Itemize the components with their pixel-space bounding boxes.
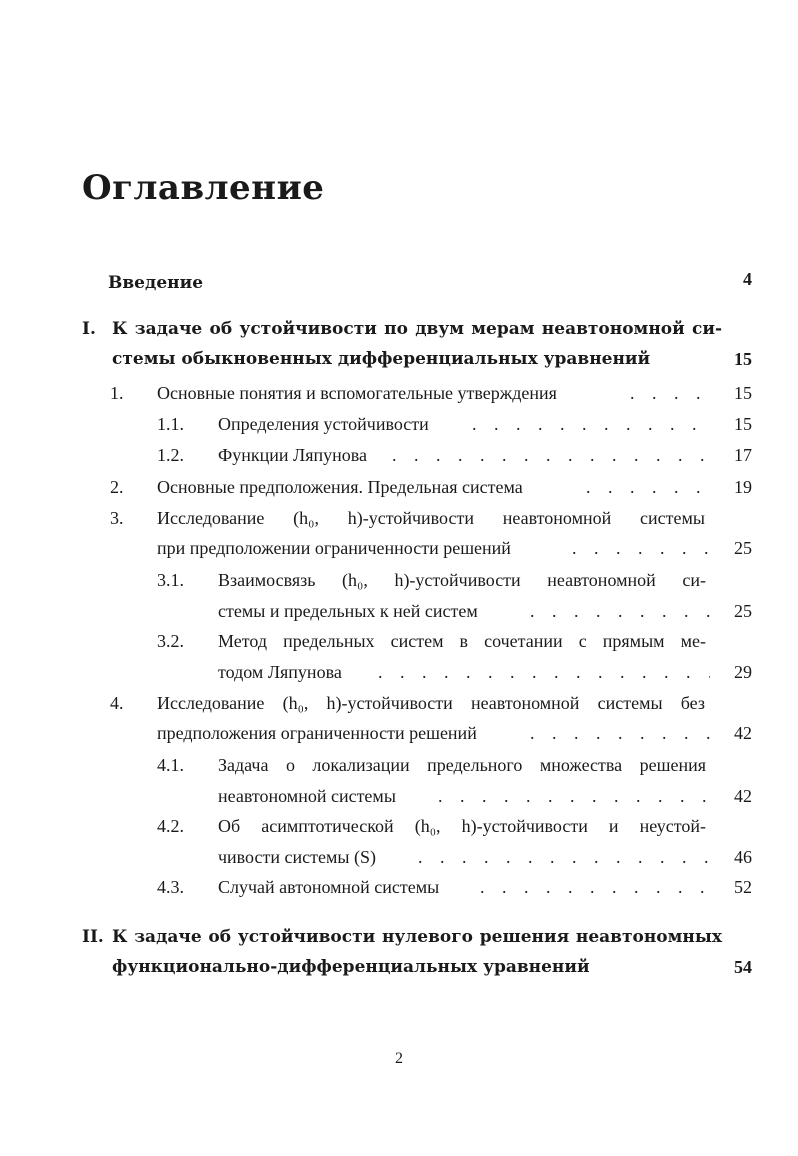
section-2-number: 2. [110,477,124,497]
section-4-page: 42 [734,723,752,743]
section-1-page: 15 [734,383,752,403]
section-4-title-line1[interactable]: Исследование (h₀, h)-устойчивости неавтономной системы без [157,693,705,713]
section-4-3-page: 52 [734,877,752,897]
section-1-2-number: 1.2. [157,445,184,465]
section-4-title-line2[interactable]: предположения ограниченности решений [157,723,477,743]
section-3-title-line2[interactable]: при предположении ограниченности решений [157,538,511,558]
page-title: Оглавление [82,168,325,208]
section-3-page: 25 [734,538,752,558]
section-3-number: 3. [110,508,124,528]
section-1-1-title[interactable]: Определения устойчивости [218,414,429,434]
page-number: 2 [395,1050,403,1067]
section-3-2-title-line1[interactable]: Метод предельных систем в сочетании с прямым ме- [218,631,706,651]
chapter-2-number: II. [82,927,104,947]
section-3-2-page: 29 [734,662,752,682]
section-4-2-title-line2[interactable]: чивости системы (S) [218,847,376,867]
leader-dots [378,661,710,683]
section-4-3-title[interactable]: Случай автономной системы [218,877,440,897]
section-4-1-page: 42 [734,786,752,806]
leader-dots [530,600,710,622]
chapter-1-page: 15 [734,349,752,369]
leader-dots [530,722,710,744]
section-1-2-title[interactable]: Функции Ляпунова [218,445,368,465]
chapter-1-title-line1[interactable]: К задаче об устойчивости по двум мерам неавтономной си- [112,319,722,339]
section-1-1-number: 1.1. [157,414,184,434]
toc-intro-page: 4 [743,269,752,289]
section-1-1-page: 15 [734,414,752,434]
section-4-2-title-line1[interactable]: Об асимптотической (h₀, h)-устойчивости и неустой- [218,816,706,836]
section-2-page: 19 [734,477,752,497]
section-1-2-page: 17 [734,445,752,465]
leader-dots [418,846,710,868]
section-4-2-page: 46 [734,847,752,867]
leader-dots [630,382,710,404]
section-3-2-number: 3.2. [157,631,184,651]
section-3-1-number: 3.1. [157,570,184,590]
section-4-1-title-line1[interactable]: Задача о локализации предельного множества решения [218,755,706,775]
section-1-number: 1. [110,383,124,403]
leader-dots [586,476,710,498]
chapter-2-title-line1[interactable]: К задаче об устойчивости нулевого решения неавтономных [112,927,722,947]
section-4-2-number: 4.2. [157,816,184,836]
section-1-title[interactable]: Основные понятия и вспомогательные утверждения [157,383,557,403]
section-4-3-number: 4.3. [157,877,184,897]
chapter-2-page: 54 [734,957,752,977]
leader-dots [480,876,710,898]
section-3-1-page: 25 [734,601,752,621]
leader-dots [472,413,710,435]
section-3-2-title-line2[interactable]: тодом Ляпунова [218,662,342,682]
leader-dots [572,537,710,559]
section-3-title-line1[interactable]: Исследование (h₀, h)-устойчивости неавтономной системы [157,508,705,528]
section-4-1-number: 4.1. [157,755,184,775]
section-3-1-title-line2[interactable]: стемы и предельных к ней систем [218,601,478,621]
section-2-title[interactable]: Основные предположения. Предельная система [157,477,523,497]
chapter-1-title-line2[interactable]: стемы обыкновенных дифференциальных уравнений [112,349,651,369]
chapter-2-title-line2[interactable]: функционально-дифференциальных уравнений [112,957,590,977]
toc-intro-label[interactable]: Введение [108,273,204,293]
section-4-1-title-line2[interactable]: неавтономной системы [218,786,396,806]
chapter-1-number: I. [82,319,96,339]
leader-dots [438,785,710,807]
leader-dots [392,444,710,466]
section-4-number: 4. [110,693,124,713]
section-3-1-title-line1[interactable]: Взаимосвязь (h₀, h)-устойчивости неавтономной си- [218,570,706,590]
